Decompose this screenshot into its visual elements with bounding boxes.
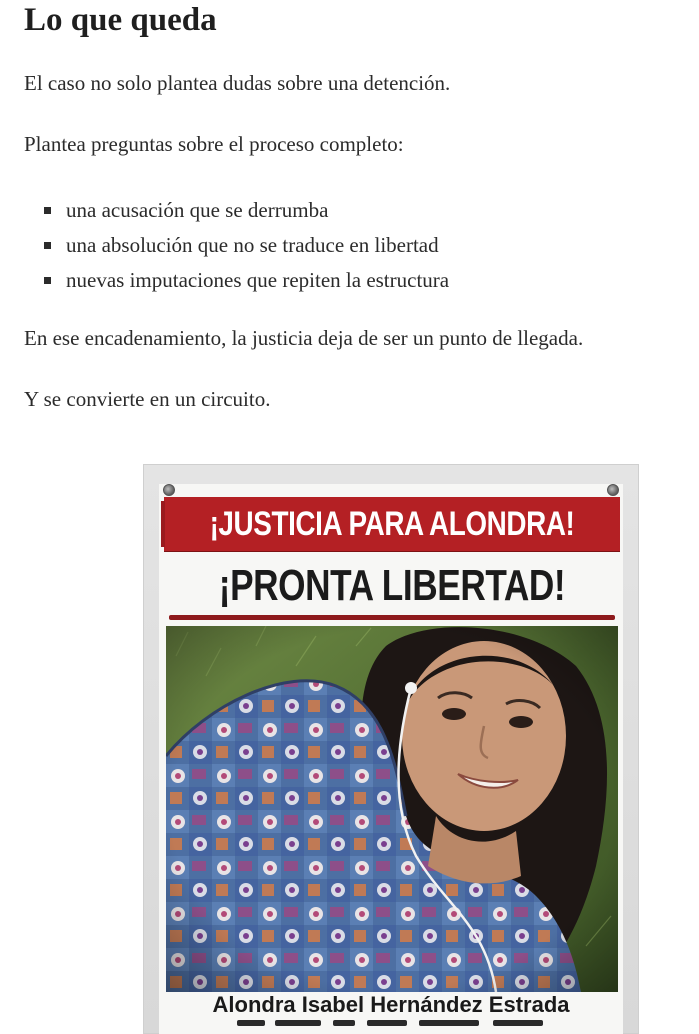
list-item [24,193,449,228]
section-heading: Lo que queda [24,2,217,38]
poster-caption-cutoff [143,1020,639,1034]
list-item-text: una acusación que se derrumba [66,198,329,222]
list-item [24,228,449,263]
poster-headline-libertad: ¡PRONTA LIBERTAD! [218,561,566,610]
poster-headline-justicia: ¡JUSTICIA PARA ALONDRA! [209,505,575,543]
poster-headline-band [164,497,620,551]
paragraph-4: Y se convierte en un circuito. [24,387,271,411]
paragraph-2: Plantea preguntas sobre el proceso completo: [24,132,404,156]
list-item-text: una absolución que no se traduce en libertad [66,233,439,257]
grommet-icon [163,484,175,496]
poster-caption-name: Alondra Isabel Hernández Estrada [212,992,570,1017]
list-item [24,263,449,298]
grommet-icon [607,484,619,496]
paragraph-3: En ese encadenamiento, la justicia deja de ser un punto de llegada. [24,326,584,350]
poster-divider [169,615,615,620]
portrait-photo [166,626,618,992]
square-bullet-icon [44,242,51,249]
bullet-list [24,193,449,298]
list-item-text: nuevas imputaciones que repiten la estructura [66,268,450,292]
campaign-poster-image[interactable] [143,464,639,1034]
portrait-illustration [166,626,618,992]
square-bullet-icon [44,277,51,284]
paragraph-1: El caso no solo plantea dudas sobre una detención. [24,71,451,95]
square-bullet-icon [44,207,51,214]
